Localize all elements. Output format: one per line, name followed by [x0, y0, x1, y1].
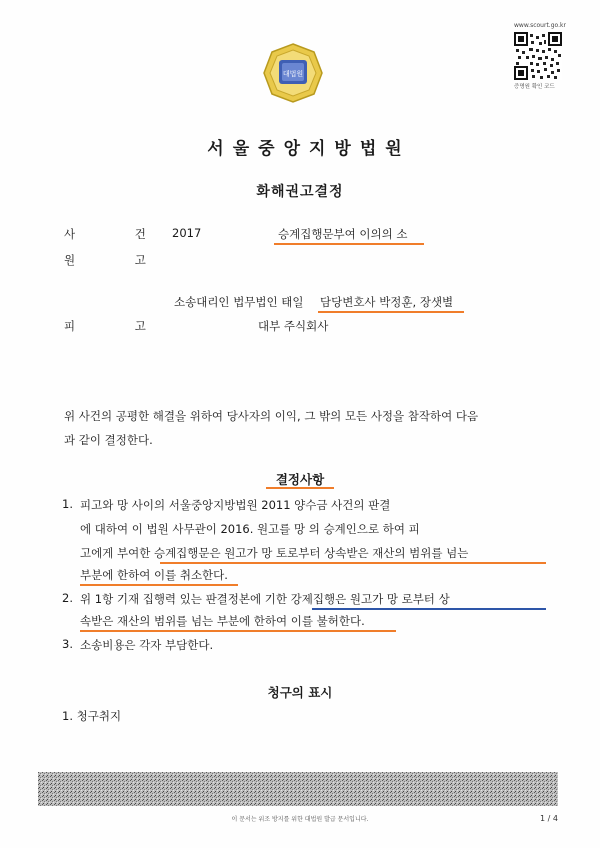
qr-code-icon	[514, 32, 562, 80]
lawyers-underline	[318, 311, 464, 313]
defendant-label: 피 고	[64, 319, 174, 333]
item-2-line-1: 위 1항 기재 집행력 있는 판결정본에 기한 강제집행은 원고가 망 로부터 상	[80, 592, 450, 606]
document-title: 화해권고결정	[256, 184, 344, 200]
case-name-underline	[274, 243, 424, 245]
defendant-name: 대부 주식회사	[258, 319, 329, 333]
item-1-line-4: 부분에 한하여 이를 취소한다.	[80, 568, 228, 582]
item-1-underline-b	[80, 584, 238, 586]
case-label: 사 건	[64, 227, 174, 241]
item-1-number: 1.	[62, 497, 73, 511]
qr-url: www.scourt.go.kr	[514, 22, 566, 29]
item-1-underline-a	[160, 562, 546, 564]
qr-label: 증명원 확인 코드	[514, 84, 555, 90]
intro-line-2: 과 같이 결정한다.	[64, 433, 153, 447]
item-1-line-1: 피고와 망 사이의 서울중앙지방법원 2011 양수금 사건의 판결	[80, 498, 391, 512]
plaintiff-label: 원 고	[64, 253, 174, 267]
item-2-number: 2.	[62, 591, 73, 605]
plaintiff-lawyers: 담당변호사 박정훈, 장샛별	[320, 295, 454, 309]
claims-item: 1. 청구취지	[62, 709, 122, 723]
court-name: 서울중앙지방법원	[207, 139, 411, 159]
decision-heading: 결정사항	[275, 472, 325, 487]
item-1-line-2: 에 대하여 이 법원 사무관이 2016. 원고를 망 의 승계인으로 하여 피	[80, 522, 420, 536]
item-2-underline-b	[80, 630, 396, 632]
security-pattern	[38, 772, 558, 806]
claims-heading: 청구의 표시	[267, 685, 333, 700]
item-1-line-3: 고에게 부여한 승계집행문은 원고가 망 토로부터 상속받은 재산의 범위를 넘는	[80, 546, 469, 560]
item-2-line-2: 속받은 재산의 범위를 넘는 부분에 한하여 이를 불허한다.	[80, 614, 365, 628]
decision-heading-underline	[266, 487, 334, 489]
item-3-number: 3.	[62, 637, 73, 651]
item-3-line-1: 소송비용은 각자 부담한다.	[80, 638, 214, 652]
footer-note: 이 문서는 위조 방지를 위한 대법원 발급 문서입니다.	[231, 816, 369, 823]
plaintiff-agent: 소송대리인 법무법인 태일	[174, 295, 304, 309]
intro-line-1: 위 사건의 공평한 해결을 위하여 당사자의 이익, 그 밖의 모든 사정을 참작하여 다음	[64, 409, 479, 423]
seal-text: 대법원	[282, 70, 304, 78]
item-2-underline-a	[312, 608, 546, 610]
case-name: 승계집행문부여 이의의 소	[278, 227, 408, 241]
court-seal-icon	[262, 42, 324, 104]
case-number: 2017	[172, 226, 202, 240]
page-number: 1 / 4	[540, 814, 558, 823]
